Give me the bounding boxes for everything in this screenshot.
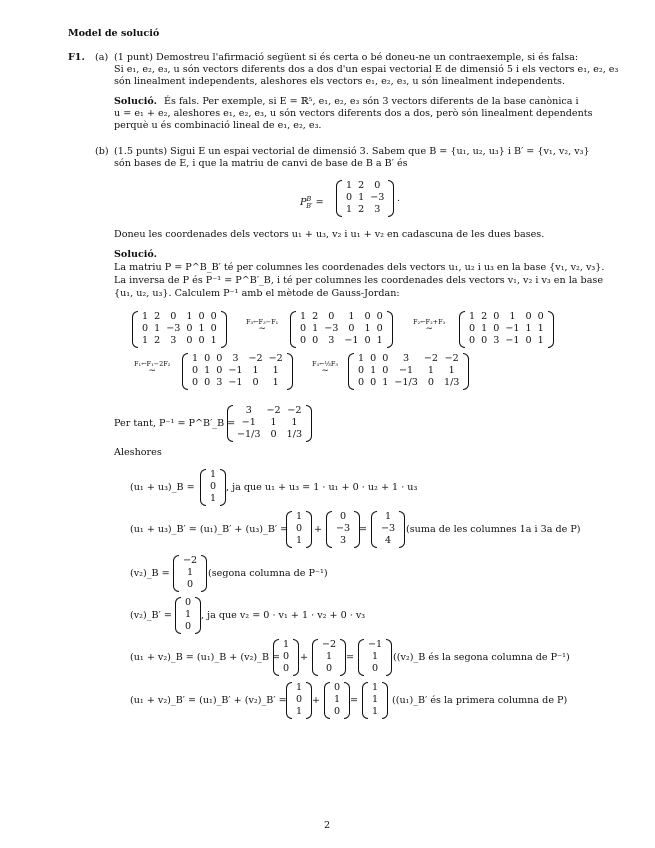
coordinate-vector bbox=[200, 469, 226, 506]
matrix-entry: 1 bbox=[525, 323, 532, 335]
change-of-basis-matrix bbox=[336, 180, 394, 217]
matrix-entry: 0 bbox=[300, 335, 307, 347]
matrix-entry: −2 bbox=[287, 405, 302, 416]
coordinate-vector bbox=[324, 682, 350, 719]
problem-label: F1. bbox=[68, 52, 85, 63]
change-of-basis-symbol: $P^B_{B'}$ = bbox=[300, 195, 324, 211]
matrix-entry: 0 bbox=[340, 511, 347, 522]
matrix-entry: 3 bbox=[170, 335, 177, 347]
inverse-matrix bbox=[227, 405, 312, 442]
matrix-entry: 0 bbox=[296, 523, 303, 535]
matrix-entry: 1 bbox=[252, 365, 259, 377]
matrix-entry: 1 bbox=[509, 311, 516, 322]
matrix-entry: 2 bbox=[154, 311, 161, 322]
matrix-entry: 1 bbox=[296, 535, 303, 547]
matrix-entry: 0 bbox=[283, 663, 290, 675]
equation-lhs: (u₁ + v₂)_B′ = (u₁)_B′ + (v₂)_B′ = bbox=[130, 695, 287, 706]
matrix-entry: 1 bbox=[376, 335, 383, 347]
plus-sign: + bbox=[312, 695, 321, 706]
matrix-entry: 1 bbox=[372, 694, 379, 706]
part-b-statement-line: (1.5 punts) Sigui E un espai vectorial de dimensió 3. Sabem que B = {u₁, u₂, u₃} i B′ = {v₁, v₂, v₃} bbox=[114, 146, 590, 157]
row-operation: F₃←⅓F₃ ∼ bbox=[312, 360, 338, 376]
part-a-label: (a) bbox=[95, 52, 109, 63]
matrix-entry: 1 bbox=[210, 469, 217, 480]
matrix-entry: 0 bbox=[328, 311, 335, 322]
matrix-entry: 0 bbox=[525, 335, 532, 347]
matrix-entry: 0 bbox=[210, 311, 217, 322]
matrix-entry: 0 bbox=[364, 311, 371, 322]
matrix-entry: 1/3 bbox=[286, 429, 303, 441]
matrix-entry: −1 bbox=[228, 377, 243, 389]
matrix-entry: 0 bbox=[348, 323, 355, 335]
matrix-entry: 1 bbox=[210, 335, 217, 347]
matrix-entry: 0 bbox=[358, 377, 365, 389]
matrix-entry: 1 bbox=[372, 682, 379, 693]
matrix-entry: 4 bbox=[385, 535, 392, 547]
matrix-entry: 1 bbox=[427, 365, 434, 377]
inverse-prefix: Per tant, P⁻¹ = P^B′_B = bbox=[114, 418, 236, 429]
part-a-solution-line: És fals. Per exemple, si E = ℝ⁵, e₁, e₂, e₃ són 3 vectors diferents de la base canònica i bbox=[164, 96, 579, 107]
matrix-entry: 0 bbox=[481, 335, 488, 347]
matrix-entry: 0 bbox=[192, 365, 199, 377]
matrix-entry: 1 bbox=[537, 335, 544, 347]
part-b-solution-line: {u₁, u₂, u₃}. Calculem P⁻¹ amb el mètode de Gauss-Jordan: bbox=[114, 288, 400, 299]
matrix-entry: −1/3 bbox=[394, 377, 418, 389]
matrix-entry: 0 bbox=[198, 311, 205, 322]
matrix-entry: −2 bbox=[444, 353, 459, 364]
part-a-solution-line: u = e₁ + e₂, aleshores e₁, e₂, e₃, u són vectors diferents dos a dos, però són linealment dependents bbox=[114, 108, 593, 119]
part-b-statement-line: són bases de E, i que la matriu de canvi de base de B a B′ és bbox=[114, 158, 408, 169]
matrix-entry: 0 bbox=[493, 311, 500, 322]
matrix-entry: 0 bbox=[312, 335, 319, 347]
matrix-entry: 1 bbox=[185, 609, 192, 621]
matrix-entry: 3 bbox=[232, 353, 239, 364]
matrix-entry: 0 bbox=[300, 323, 307, 335]
part-a-statement-line: (1 punt) Demostreu l'afirmació següent si és certa o bé doneu-ne un contraexemple, si és falsa: bbox=[114, 52, 579, 63]
coordinate-vector bbox=[286, 682, 312, 719]
period: . bbox=[397, 193, 401, 204]
matrix-entry: 0 bbox=[185, 621, 192, 633]
part-a-statement-line: Si e₁, e₂, e₃, u són vectors diferents dos a dos d'un espai vectorial E de dimensió 5 i els vectors e₁, e₂, e₃ bbox=[114, 64, 619, 75]
matrix-entry: 0 bbox=[252, 377, 259, 389]
matrix-entry: −1 bbox=[228, 365, 243, 377]
equals-sign: = bbox=[346, 652, 355, 663]
plus-sign: + bbox=[314, 524, 323, 535]
matrix-entry: 0 bbox=[469, 323, 476, 335]
part-b-solution-line: La inversa de P és P⁻¹ = P^B′_B, i té per columnes les coordenades dels vectors v₁, v₂ i v₃ en la base bbox=[114, 275, 604, 286]
matrix-entry: 0 bbox=[198, 335, 205, 347]
matrix-entry: −2 bbox=[423, 353, 438, 364]
row-operation: F₃←F₃−F₁ ∼ bbox=[246, 318, 279, 334]
equation-note: ((v₂)_B és la segona columna de P⁻¹) bbox=[393, 652, 570, 663]
matrix-entry: 1 bbox=[346, 204, 353, 216]
matrix-entry: 0 bbox=[283, 651, 290, 663]
matrix-entry: 0 bbox=[427, 377, 434, 389]
matrix-entry: −2 bbox=[183, 555, 198, 566]
matrix-entry: 0 bbox=[270, 429, 277, 441]
matrix-entry: 0 bbox=[334, 706, 341, 718]
coordinate-vector bbox=[371, 511, 405, 548]
matrix-entry: 1 bbox=[537, 323, 544, 335]
coordinate-vector bbox=[358, 639, 392, 676]
matrix-entry: 3 bbox=[403, 353, 410, 364]
part-b-question: Doneu les coordenades dels vectors u₁ + u₃, v₂ i u₁ + v₂ en cadascuna de les dues bases. bbox=[114, 229, 545, 240]
equals-sign: = bbox=[359, 524, 368, 535]
matrix-entry: 1 bbox=[448, 365, 455, 377]
matrix-entry: 0 bbox=[186, 323, 193, 335]
matrix-entry: 1 bbox=[142, 335, 149, 347]
matrix-entry: 1 bbox=[348, 311, 355, 322]
matrix-entry: 0 bbox=[142, 323, 149, 335]
matrix-entry: 1 bbox=[364, 323, 371, 335]
matrix-entry: −1/3 bbox=[237, 429, 261, 441]
equation-rhs: , ja que v₂ = 0 · v₁ + 1 · v₂ + 0 · v₃ bbox=[201, 610, 366, 621]
matrix-entry: 0 bbox=[186, 335, 193, 347]
matrix-entry: 0 bbox=[370, 353, 377, 364]
matrix-entry: 0 bbox=[525, 311, 532, 322]
matrix-entry: −3 bbox=[336, 523, 351, 535]
coordinate-vector bbox=[326, 511, 360, 548]
row-operation: F₂←F₂+F₃ ∼ bbox=[413, 318, 446, 334]
part-a-solution-line: perquè u és combinació lineal de e₁, e₂, e₃. bbox=[114, 120, 322, 131]
matrix-entry: 1 bbox=[210, 493, 217, 505]
matrix-entry: 1 bbox=[372, 651, 379, 663]
matrix-entry: 0 bbox=[187, 579, 194, 591]
matrix-entry: 0 bbox=[192, 377, 199, 389]
matrix-entry: 3 bbox=[493, 335, 500, 347]
matrix-entry: 0 bbox=[185, 597, 192, 608]
part-b-label: (b) bbox=[95, 146, 109, 157]
matrix-entry: −3 bbox=[324, 323, 339, 335]
gauss-jordan-matrix bbox=[182, 353, 293, 390]
matrix-entry: 2 bbox=[154, 335, 161, 347]
coordinate-vector bbox=[312, 639, 346, 676]
matrix-entry: 0 bbox=[216, 365, 223, 377]
equation-lhs: (u₁ + u₃)_B = bbox=[130, 482, 195, 493]
part-b-solution-line: La matriu P = P^B_B′ té per columnes les coordenades dels vectors u₁, u₂ i u₃ en la base {v₁, v₂, v₃}. bbox=[114, 262, 605, 273]
coordinate-vector bbox=[286, 511, 312, 548]
part-b-solution-label: Solució. bbox=[114, 249, 158, 260]
matrix-entry: 0 bbox=[374, 180, 381, 191]
matrix-entry: 1 bbox=[296, 682, 303, 693]
equation-rhs: , ja que u₁ + u₃ = 1 · u₁ + 0 · u₂ + 1 · u₃ bbox=[226, 482, 418, 493]
matrix-entry: −1 bbox=[344, 335, 359, 347]
equals-sign: = bbox=[350, 695, 359, 706]
matrix-entry: −2 bbox=[268, 353, 283, 364]
matrix-entry: 0 bbox=[370, 377, 377, 389]
matrix-entry: 1 bbox=[469, 311, 476, 322]
gauss-jordan-matrix bbox=[132, 311, 227, 348]
matrix-entry: 0 bbox=[493, 323, 500, 335]
gauss-jordan-matrix bbox=[348, 353, 469, 390]
matrix-entry: 1 bbox=[270, 417, 277, 429]
matrix-entry: −1 bbox=[241, 417, 256, 429]
matrix-entry: 1 bbox=[382, 377, 389, 389]
matrix-entry: −3 bbox=[381, 523, 396, 535]
matrix-entry: 0 bbox=[372, 663, 379, 675]
matrix-entry: 0 bbox=[204, 377, 211, 389]
matrix-entry: 0 bbox=[296, 694, 303, 706]
matrix-entry: 1 bbox=[291, 417, 298, 429]
matrix-entry: 0 bbox=[382, 353, 389, 364]
matrix-entry: 1 bbox=[154, 323, 161, 335]
then-label: Aleshores bbox=[114, 447, 162, 458]
matrix-entry: 1 bbox=[370, 365, 377, 377]
coordinate-vector bbox=[273, 639, 299, 676]
matrix-entry: 0 bbox=[376, 323, 383, 335]
gauss-jordan-matrix bbox=[290, 311, 393, 348]
matrix-entry: 3 bbox=[340, 535, 347, 547]
matrix-entry: 1 bbox=[358, 192, 365, 204]
matrix-entry: 1 bbox=[283, 639, 290, 650]
section-header: Model de solució bbox=[68, 28, 160, 39]
coordinate-vector bbox=[362, 682, 388, 719]
matrix-entry: 1 bbox=[300, 311, 307, 322]
matrix-entry: −2 bbox=[266, 405, 281, 416]
equation-lhs: (v₂)_B = bbox=[130, 568, 170, 579]
equation-lhs: (u₁ + v₂)_B = (u₁)_B + (v₂)_B = bbox=[130, 652, 281, 663]
matrix-entry: 1 bbox=[142, 311, 149, 322]
matrix-entry: 1 bbox=[186, 311, 193, 322]
matrix-entry: 1 bbox=[372, 706, 379, 718]
plus-sign: + bbox=[300, 652, 309, 663]
matrix-entry: 1/3 bbox=[443, 377, 460, 389]
matrix-entry: −3 bbox=[370, 192, 385, 204]
matrix-entry: −1 bbox=[368, 639, 383, 650]
matrix-entry: 2 bbox=[358, 204, 365, 216]
matrix-entry: 0 bbox=[537, 311, 544, 322]
matrix-entry: 1 bbox=[481, 323, 488, 335]
matrix-entry: 0 bbox=[334, 682, 341, 693]
matrix-entry: 2 bbox=[481, 311, 488, 322]
equation-note: (suma de les columnes 1a i 3a de P) bbox=[406, 524, 581, 535]
part-a-statement-line: són linealment independents, aleshores els vectors e₁, e₂, e₃, u són linealment independents. bbox=[114, 76, 566, 87]
matrix-entry: −2 bbox=[322, 639, 337, 650]
matrix-entry: 2 bbox=[312, 311, 319, 322]
matrix-entry: 1 bbox=[358, 353, 365, 364]
matrix-entry: 0 bbox=[210, 323, 217, 335]
page-number: 2 bbox=[324, 820, 331, 831]
matrix-entry: −1 bbox=[505, 323, 520, 335]
matrix-entry: 0 bbox=[382, 365, 389, 377]
part-a-solution-label: Solució. bbox=[114, 96, 158, 107]
equation-lhs: (v₂)_B′ = bbox=[130, 610, 172, 621]
matrix-entry: 1 bbox=[272, 377, 279, 389]
matrix-entry: 3 bbox=[216, 377, 223, 389]
equation-note: ((u₁)_B′ és la primera columna de P) bbox=[392, 695, 568, 706]
matrix-entry: 0 bbox=[326, 663, 333, 675]
matrix-entry: 1 bbox=[296, 511, 303, 522]
gauss-jordan-matrix bbox=[459, 311, 554, 348]
coordinate-vector bbox=[173, 555, 207, 592]
matrix-entry: 0 bbox=[376, 311, 383, 322]
row-operation: F₁←F₁−2F₂ ∼ bbox=[134, 360, 171, 376]
matrix-entry: 1 bbox=[334, 694, 341, 706]
matrix-entry: 1 bbox=[385, 511, 392, 522]
matrix-entry: −1 bbox=[505, 335, 520, 347]
matrix-entry: 1 bbox=[312, 323, 319, 335]
matrix-entry: 0 bbox=[358, 365, 365, 377]
matrix-entry: 0 bbox=[210, 481, 217, 493]
equation-lhs: (u₁ + u₃)_B′ = (u₁)_B′ + (u₃)_B′ = bbox=[130, 524, 289, 535]
matrix-entry: 2 bbox=[358, 180, 365, 191]
matrix-entry: 1 bbox=[296, 706, 303, 718]
equation-note: (segona columna de P⁻¹) bbox=[208, 568, 328, 579]
matrix-entry: −1 bbox=[398, 365, 414, 377]
coordinate-vector bbox=[175, 597, 201, 634]
matrix-entry: 0 bbox=[469, 335, 476, 347]
matrix-entry: 3 bbox=[374, 204, 381, 216]
matrix-entry: 1 bbox=[198, 323, 205, 335]
matrix-entry: 0 bbox=[204, 353, 211, 364]
matrix-entry: 3 bbox=[328, 335, 335, 347]
matrix-entry: 1 bbox=[326, 651, 333, 663]
matrix-entry: 1 bbox=[204, 365, 211, 377]
matrix-entry: 1 bbox=[187, 567, 194, 579]
matrix-entry: −3 bbox=[166, 323, 181, 335]
matrix-entry: 1 bbox=[346, 180, 353, 191]
matrix-entry: 0 bbox=[364, 335, 371, 347]
matrix-entry: 3 bbox=[245, 405, 252, 416]
matrix-entry: 1 bbox=[272, 365, 279, 377]
matrix-entry: −2 bbox=[248, 353, 263, 364]
matrix-entry: 0 bbox=[216, 353, 223, 364]
matrix-entry: 0 bbox=[170, 311, 177, 322]
matrix-entry: 1 bbox=[192, 353, 199, 364]
matrix-entry: 0 bbox=[346, 192, 353, 204]
